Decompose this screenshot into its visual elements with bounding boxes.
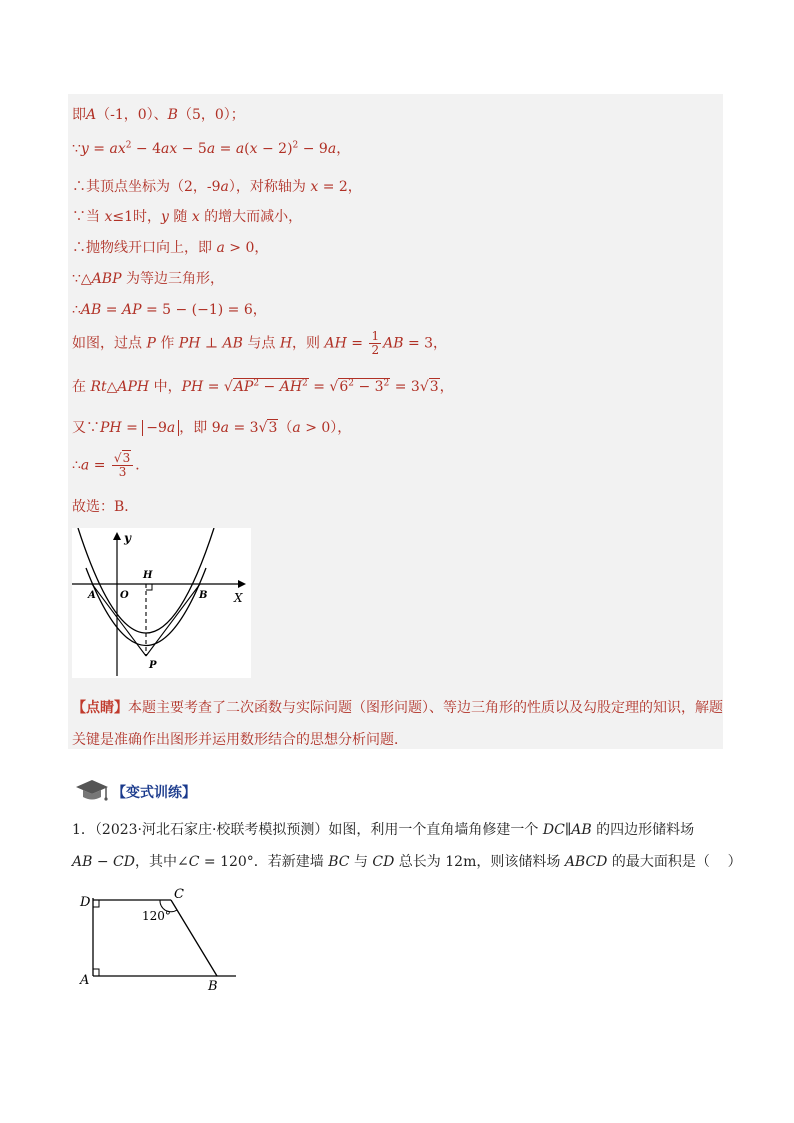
solution-line-8: 如图，过点 P 作 PH ⊥ AB 与点 H，则 AH = $\frac{1}{2}$ AB = 3，	[72, 329, 448, 357]
remark-tag: 【点睛】	[72, 700, 128, 716]
right-angle-mark	[146, 584, 152, 590]
label-b: B	[199, 590, 208, 601]
label-b2: B	[208, 979, 218, 994]
segment-cb	[171, 900, 217, 976]
trapezoid-svg	[76, 888, 246, 1000]
remark-text: 本题主要考查了二次函数与实际问题（图形问题）、等边三角形的性质以及勾股定理的知识，解题关键是准确作出图形并运用数形结合的思想分析问题．	[72, 700, 723, 748]
label-a: A	[88, 590, 96, 601]
label-a2: A	[80, 973, 90, 988]
label-angle: 120°	[142, 909, 171, 923]
y-axis-arrow	[113, 532, 121, 540]
solution-line-2: ∵y = $ax^2 - 4ax - 5a = a(x - 2)^2 - 9a$，	[72, 140, 351, 157]
label-p: P	[149, 660, 157, 671]
parabola-figure	[72, 528, 251, 678]
solution-line-7: ∴AB = AP = 5 − (−1) = 6，	[72, 302, 267, 318]
parabola-svg	[72, 528, 251, 678]
label-d: D	[80, 895, 91, 910]
segment-ap	[92, 584, 146, 656]
label-o: O	[120, 590, 129, 601]
question-line-2: AB − CD，其中∠C = 120°．若新建墙 BC 与 CD 总长为 12m，则该储料场 ABCD 的最大面积是（ ）	[72, 854, 742, 870]
section-title: 【变式训练】	[112, 785, 196, 801]
x-axis-arrow	[238, 580, 246, 588]
solution-line-1: 即A（-1，0）、B（5，0）；	[72, 107, 245, 123]
solution-line-5: ∴抛物线开口向上，即 a > 0，	[72, 240, 269, 256]
label-c: C	[174, 888, 184, 902]
solution-line-3: ∴其顶点坐标为（2，-9a），对称轴为 x = 2，	[72, 179, 362, 195]
right-angle-d	[93, 900, 99, 907]
solution-line-12: 故选：B．	[72, 499, 139, 515]
segment-bp	[146, 584, 200, 656]
solution-line-11: ∴a = $\frac{√3}{3}$ ．	[72, 451, 150, 479]
graduation-cap-icon	[74, 778, 110, 802]
trapezoid-figure	[76, 888, 246, 1000]
solution-line-4: ∵当 x≤1时，y 随 x 的增大而减小，	[72, 209, 303, 225]
label-y: y	[124, 531, 131, 545]
question-line-1: 1．（2023·河北石家庄·校联考模拟预测）如图，利用一个直角墙角修建一个 DC∥AB 的四边形储料场	[72, 822, 695, 838]
solution-line-9: 在 Rt△APH 中，PH = $√AP^2 - AH^2 = √6^2 - 3^2 = 3√3$，	[72, 378, 454, 395]
solution-line-10: 又∵PH = −9a ，即 9a = 3√3（a > 0），	[72, 420, 352, 436]
solution-line-6: ∵△ABP 为等边三角形，	[72, 271, 224, 287]
right-angle-a	[93, 969, 99, 976]
label-x: X	[234, 591, 243, 605]
label-h: H	[143, 570, 153, 581]
remark-paragraph	[72, 692, 724, 756]
